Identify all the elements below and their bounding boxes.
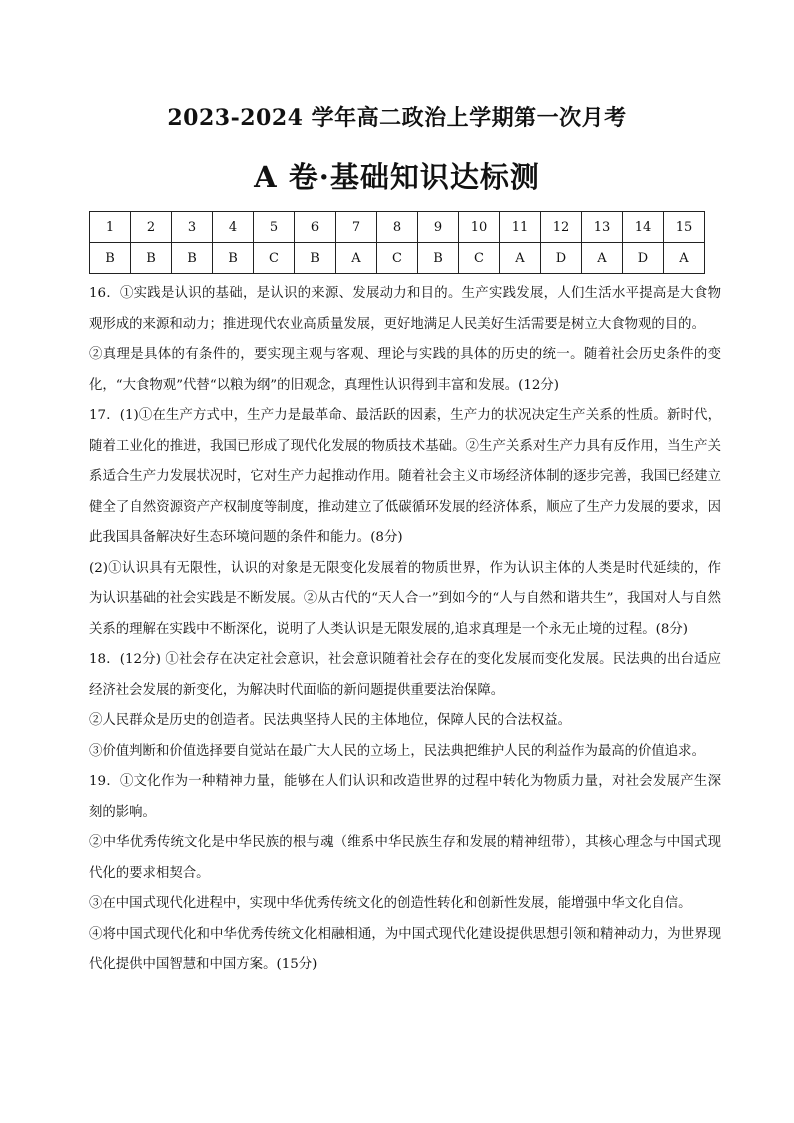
answer-paragraph: ③在中国式现代化进程中，实现中华优秀传统文化的创造性转化和创新性发展，能增强中华文化自信。 <box>89 896 692 911</box>
answer-paragraph: 19．①文化作为一种精神力量，能够在人们认识和改造世界的过程中转化为物质力量，对社会发展产生深刻的影响。 <box>89 774 721 820</box>
page-subtitle: A 卷·基础知识达标测 <box>254 160 540 194</box>
answer-cell: D <box>541 243 582 274</box>
answer-cell: C <box>254 243 295 274</box>
question-number-cell: 8 <box>377 212 418 243</box>
question-number-cell: 1 <box>90 212 131 243</box>
question-number-cell: 3 <box>172 212 213 243</box>
answer-paragraph: ②中华优秀传统文化是中华民族的根与魂（维系中华民族生存和发展的精神纽带），其核心理念与中国式现代化的要求相契合。 <box>89 835 721 881</box>
answer-table-answer-row <box>90 243 705 274</box>
answer-cell: C <box>459 243 500 274</box>
answer-paragraph: ②人民群众是历史的创造者。民法典坚持人民的主体地位，保障人民的合法权益。 <box>89 713 572 728</box>
answer-cell: A <box>582 243 623 274</box>
answer-cell: A <box>664 243 705 274</box>
answer-cell: B <box>90 243 131 274</box>
answer-cell: A <box>336 243 377 274</box>
answer-cell: B <box>295 243 336 274</box>
answer-cell: B <box>213 243 254 274</box>
question-number-cell: 11 <box>500 212 541 243</box>
answer-cell: B <box>418 243 459 274</box>
question-number-cell: 15 <box>664 212 705 243</box>
question-number-cell: 9 <box>418 212 459 243</box>
answer-paragraph: ③价值判断和价值选择要自觉站在最广大人民的立场上，民法典把维护人民的利益作为最高的价值追求。 <box>89 743 705 759</box>
question-number-cell: 12 <box>541 212 582 243</box>
question-number-cell: 14 <box>623 212 664 243</box>
answer-cell: A <box>500 243 541 274</box>
answer-paragraph: 16．①实践是认识的基础，是认识的来源、发展动力和目的。生产实践发展，人们生活水平提高是大食物观形成的来源和动力；推进现代农业高质量发展，更好地满足人民美好生活需要是树立大食物观的目的。 <box>89 286 721 332</box>
question-number-cell: 7 <box>336 212 377 243</box>
question-number-cell: 4 <box>213 212 254 243</box>
answer-paragraph: ②真理是具体的有条件的，要实现主观与客观、理论与实践的具体的历史的统一。随着社会历史条件的变化，“大食物观”代替“以粮为纲”的旧观念，真理性认识得到丰富和发展。(12分) <box>89 347 721 393</box>
answer-cell: D <box>623 243 664 274</box>
answer-content <box>89 279 721 981</box>
answer-table-number-row <box>90 212 705 243</box>
answer-cell: B <box>172 243 213 274</box>
question-number-cell: 10 <box>459 212 500 243</box>
answer-paragraph: 18．(12分) ①社会存在决定社会意识，社会意识随着社会存在的变化发展而变化发展。民法典的出台适应经济社会发展的新变化，为解决时代面临的新问题提供重要法治保障。 <box>89 652 721 698</box>
answer-cell: B <box>131 243 172 274</box>
answer-table <box>89 211 705 274</box>
question-number-cell: 5 <box>254 212 295 243</box>
answer-paragraph: ④将中国式现代化和中华优秀传统文化相融相通，为中国式现代化建设提供思想引领和精神动力，为世界现代化提供中国智慧和中国方案。(15分) <box>89 926 721 972</box>
answer-paragraph: (2)①认识具有无限性，认识的对象是无限变化发展着的物质世界，作为认识主体的人类是时代延续的，作为认识基础的社会实践是不断发展。②从古代的“天人合一”到如今的“人与自然和谐共生”，我国对人与自然关系的理解在实践中不断深化，说明了人类认识是无限发展的,追求真理是一个永无止境的过程。(8分) <box>89 560 721 637</box>
question-number-cell: 13 <box>582 212 623 243</box>
question-number-cell: 6 <box>295 212 336 243</box>
answer-cell: C <box>377 243 418 274</box>
answer-paragraph: 17．(1)①在生产方式中，生产力是最革命、最活跃的因素，生产力的状况决定生产关系的性质。新时代，随着工业化的推进，我国已形成了现代化发展的物质技术基础。②生产关系对生产力具有反作用，当生产关系适合生产力发展状况时，它对生产力起推动作用。随着社会主义市场经济体制的逐步完善，我国已经建立健全了自然资源资产产权制度等制度，推动建立了低碳循环发展的经济体系，顺应了生产力发展的要求，因此我国具备解决好生态环境问题的条件和能力。(8分) <box>89 408 721 545</box>
question-number-cell: 2 <box>131 212 172 243</box>
page-title: 2023-2024 学年高二政治上学期第一次月考 <box>167 105 627 131</box>
